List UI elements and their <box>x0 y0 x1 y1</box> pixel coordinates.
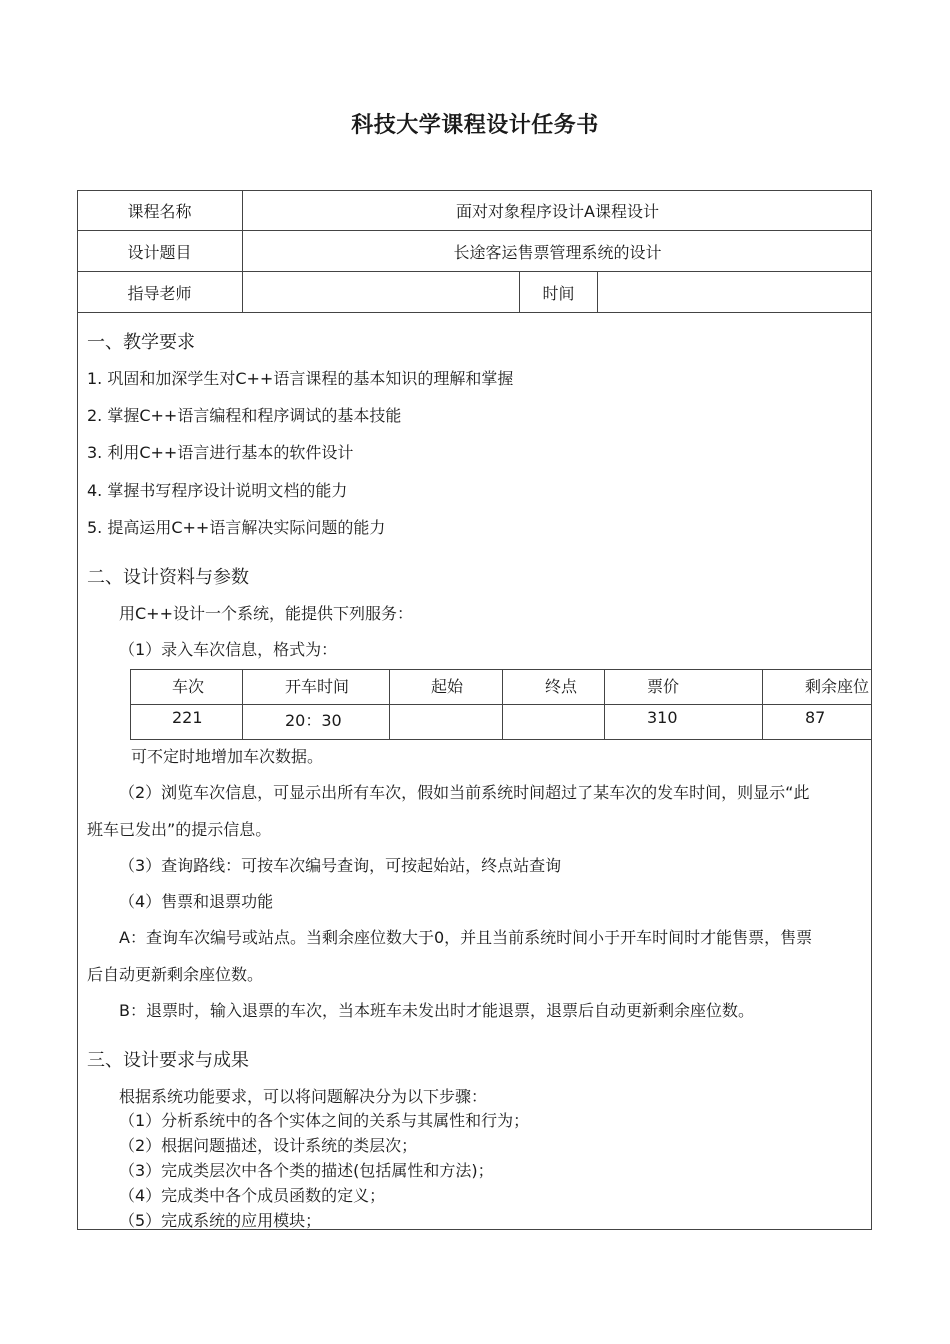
design-topic-value: 长途客运售票管理系统的设计 <box>453 242 662 262</box>
section-heading-teaching-requirements: 一、教学要求 <box>87 332 195 353</box>
paragraph: 后自动更新剩余座位数。 <box>87 965 264 984</box>
list-item: （1）分析系统中的各个实体之间的关系与其属性和行为； <box>119 1111 530 1130</box>
column-divider <box>502 669 503 740</box>
table-header-cell: 剩余座位 <box>805 677 870 696</box>
course-name-value: 面对对象程序设计A课程设计 <box>456 201 659 221</box>
column-divider <box>389 669 390 740</box>
list-item: 1. 巩固和加深学生对C++语言课程的基本知识的理解和掌握 <box>87 369 514 388</box>
time-value <box>598 272 872 312</box>
list-item: 5. 提高运用C++语言解决实际问题的能力 <box>87 518 386 537</box>
list-item: （3）完成类层次中各个类的描述(包括属性和方法)； <box>119 1161 494 1180</box>
table-header-cell: 起始 <box>431 677 464 696</box>
table-header-cell: 票价 <box>647 677 680 696</box>
paragraph: 可不定时地增加车次数据。 <box>131 747 324 766</box>
column-divider <box>242 669 243 740</box>
paragraph: 用C++设计一个系统，能提供下列服务： <box>119 604 413 623</box>
table-header-cell: 车次 <box>172 677 205 696</box>
document-title: 科技大学课程设计任务书 <box>351 113 599 138</box>
paragraph: B：退票时，输入退票的车次，当本班车未发出时才能退票，退票后自动更新剩余座位数。 <box>119 1001 754 1020</box>
table-cell: 310 <box>647 708 678 727</box>
section-heading-design-materials: 二、设计资料与参数 <box>87 567 249 588</box>
paragraph: （2）浏览车次信息，可显示出所有车次，假如当前系统时间超过了某车次的发车时间，则显示“此 <box>119 783 810 802</box>
column-divider <box>762 669 763 740</box>
teacher-value <box>243 272 519 312</box>
time-label: 时间 <box>542 283 575 303</box>
paragraph: （3）查询路线：可按车次编号查询，可按起始站，终点站查询 <box>119 856 562 875</box>
list-item: 3. 利用C++语言进行基本的软件设计 <box>87 443 354 462</box>
table-header-cell: 开车时间 <box>285 677 350 696</box>
list-item: 2. 掌握C++语言编程和程序调试的基本技能 <box>87 406 402 425</box>
paragraph: 班车已发出”的提示信息。 <box>87 820 272 839</box>
list-item: （4）完成类中各个成员函数的定义； <box>119 1186 386 1205</box>
paragraph: 根据系统功能要求，可以将问题解决分为以下步骤： <box>119 1087 488 1106</box>
table-cell: 221 <box>172 708 203 727</box>
paragraph: （4）售票和退票功能 <box>119 892 274 911</box>
design-topic-label: 设计题目 <box>127 242 192 262</box>
section-heading-design-requirements: 三、设计要求与成果 <box>87 1050 249 1071</box>
course-name-label: 课程名称 <box>127 201 192 221</box>
row-divider <box>77 312 872 313</box>
list-item: （2）根据问题描述，设计系统的类层次； <box>119 1136 418 1155</box>
teacher-label: 指导老师 <box>127 283 192 303</box>
list-item: 4. 掌握书写程序设计说明文档的能力 <box>87 481 348 500</box>
table-cell: 20：30 <box>285 711 342 730</box>
table-cell: 87 <box>805 708 826 727</box>
list-item: （5）完成系统的应用模块； <box>119 1211 322 1230</box>
paragraph: （1）录入车次信息，格式为： <box>119 640 338 659</box>
table-header-cell: 终点 <box>545 677 578 696</box>
paragraph: A：查询车次编号或站点。当剩余座位数大于0，并且当前系统时间小于开车时间时才能售票，售票 <box>119 928 813 947</box>
column-divider <box>604 669 605 740</box>
